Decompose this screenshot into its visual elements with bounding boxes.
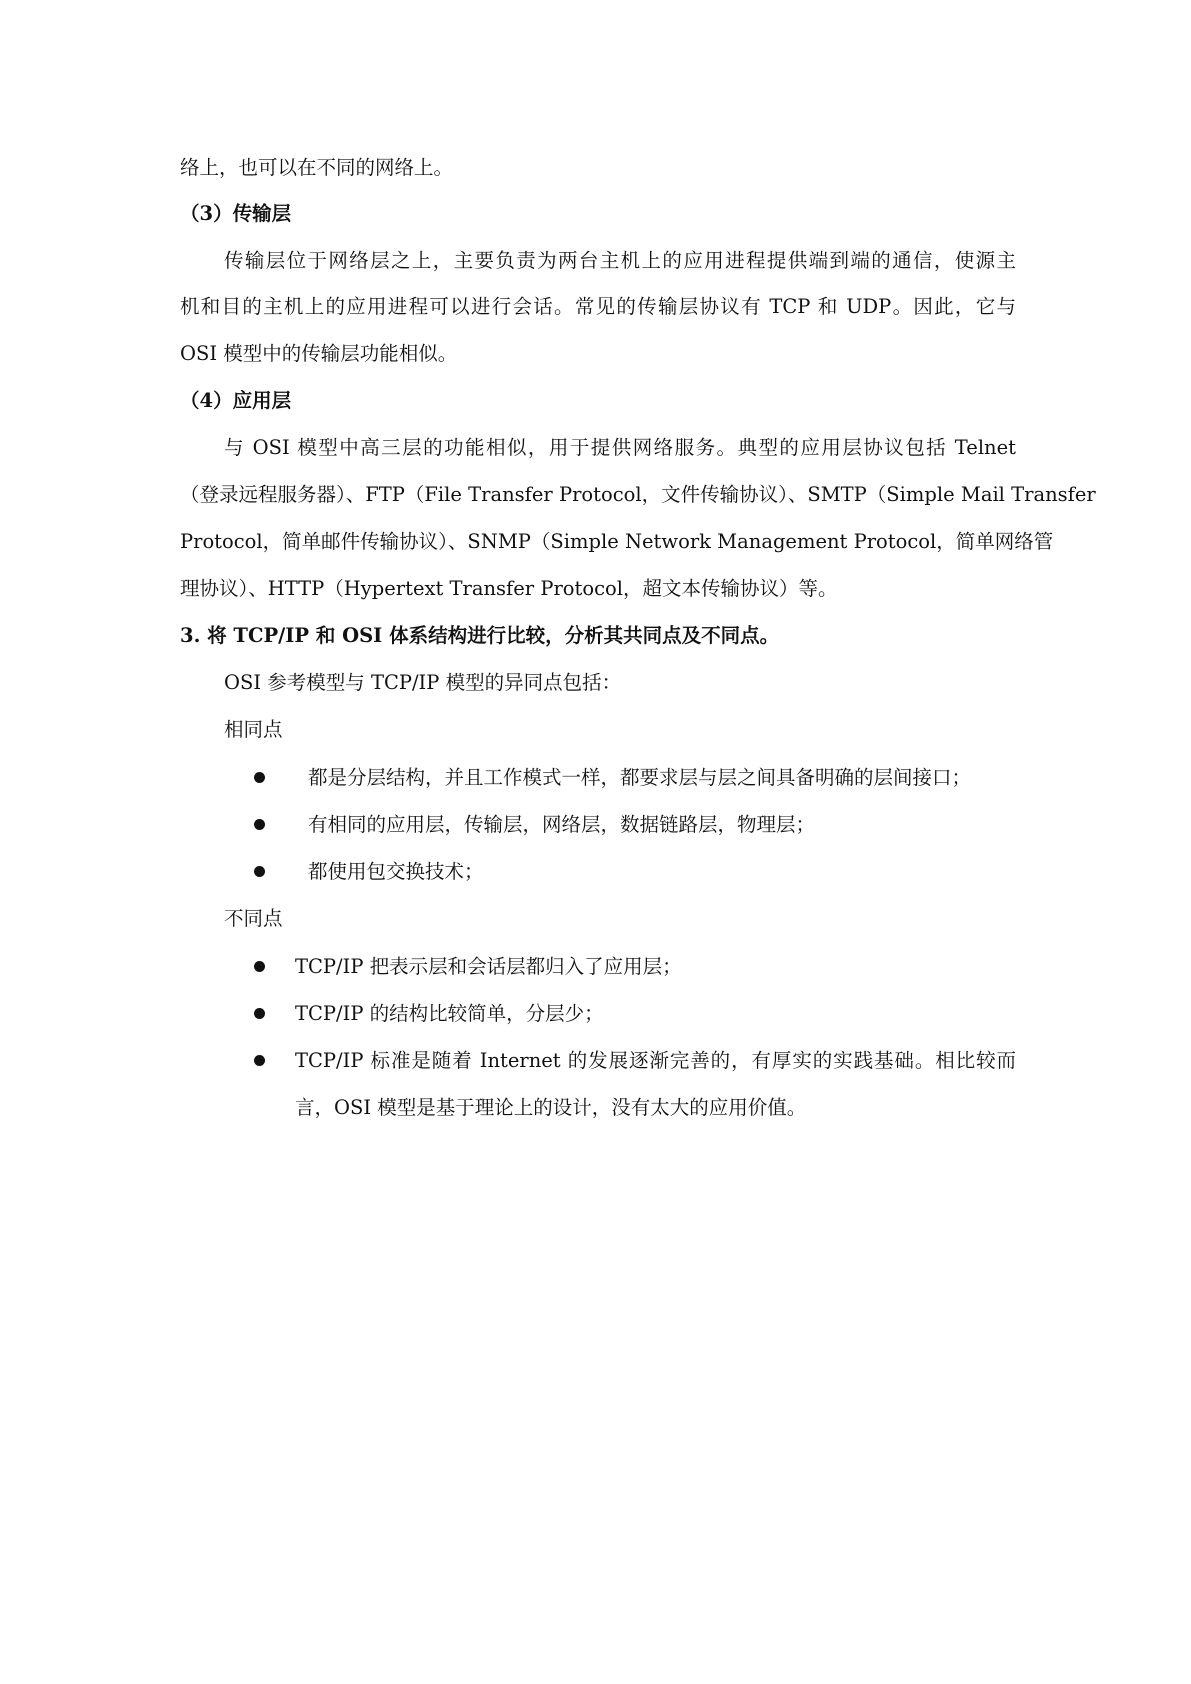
different-point-item: TCP/IP 的结构比较简单，分层少； xyxy=(295,1002,604,1025)
different-point-item: TCP/IP 把表示层和会话层都归入了应用层； xyxy=(295,955,682,978)
bullet-dot xyxy=(254,961,265,972)
bullet-dot xyxy=(254,1008,265,1019)
different-point-item-continuation: 言，OSI 模型是基于理论上的设计，没有太大的应用价值。 xyxy=(295,1096,807,1119)
different-point-item: TCP/IP 标准是随着 Internet 的发展逐渐完善的，有厚实的实践基础。相比较而 xyxy=(295,1049,1016,1072)
transport-paragraph-line: 机和目的主机上的应用进程可以进行会话。常见的传输层协议有 TCP 和 UDP。因此，它与 xyxy=(180,295,1016,318)
intro-line: 络上，也可以在不同的网络上。 xyxy=(180,156,454,179)
question-3-heading: 3. 将 TCP/IP 和 OSI 体系结构进行比较，分析其共同点及不同点。 xyxy=(180,624,780,647)
application-paragraph-line: Protocol，简单邮件传输协议）、SNMP（Simple Network Management Protocol，简单网络管 xyxy=(180,530,1054,553)
bullet-dot xyxy=(254,1055,265,1066)
same-points-label: 相同点 xyxy=(224,718,283,741)
transport-layer-heading: （3）传输层 xyxy=(180,202,292,225)
comparison-intro: OSI 参考模型与 TCP/IP 模型的异同点包括： xyxy=(224,671,622,694)
transport-paragraph-line: 传输层位于网络层之上，主要负责为两台主机上的应用进程提供端到端的通信，使源主 xyxy=(224,249,1016,272)
application-layer-heading: （4）应用层 xyxy=(180,389,292,412)
bullet-dot xyxy=(254,866,265,877)
application-paragraph-line: 与 OSI 模型中高三层的功能相似，用于提供网络服务。典型的应用层协议包括 Telnet xyxy=(224,436,1016,459)
bullet-dot xyxy=(254,772,265,783)
application-paragraph-line: （登录远程服务器）、FTP（File Transfer Protocol，文件传输协议）、SMTP（Simple Mail Transfer xyxy=(180,483,1096,506)
application-paragraph-line: 理协议）、HTTP（Hypertext Transfer Protocol，超文本传输协议）等。 xyxy=(180,577,838,600)
bullet-dot xyxy=(254,819,265,830)
different-points-label: 不同点 xyxy=(224,907,283,930)
same-point-item: 有相同的应用层，传输层，网络层，数据链路层，物理层； xyxy=(308,813,816,836)
transport-paragraph-line: OSI 模型中的传输层功能相似。 xyxy=(180,342,458,365)
same-point-item: 都使用包交换技术； xyxy=(308,860,484,883)
same-point-item: 都是分层结构，并且工作模式一样，都要求层与层之间具备明确的层间接口； xyxy=(308,766,972,789)
